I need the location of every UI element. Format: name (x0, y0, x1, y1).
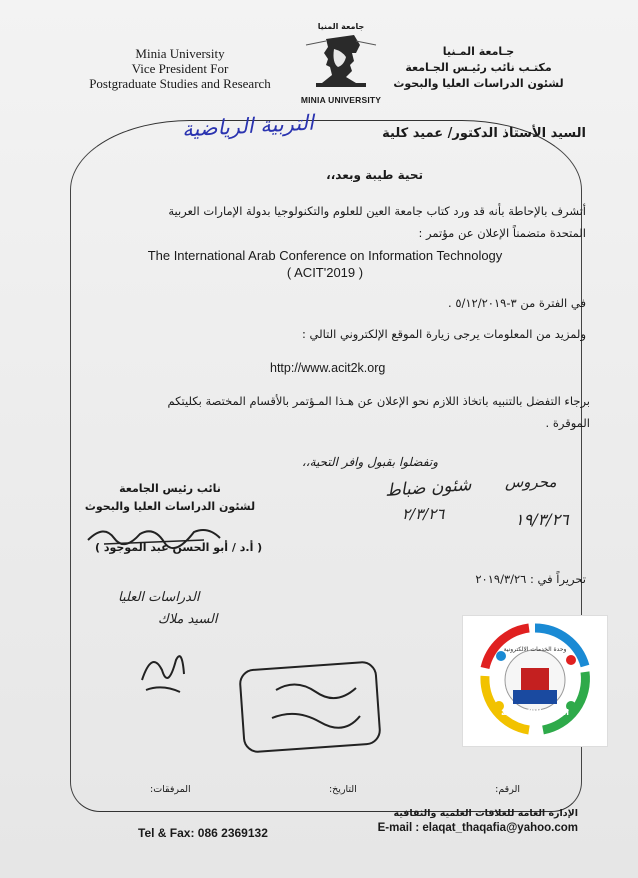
initials-scribble-icon (132, 640, 192, 700)
signature-title (70, 480, 270, 516)
dated-line: تحريراً في : ٢٠١٩/٣/٢٦ (475, 572, 586, 586)
handwritten-note-3: محروس (505, 473, 557, 491)
badge-text-top: وحدة الخدمات الالكترونية (503, 646, 567, 653)
e-services-logo-icon (463, 616, 607, 746)
conference-title: The International Arab Conference on Information Technology (147, 248, 503, 263)
incoming-stamp-icon (236, 660, 386, 755)
body-paragraph-1: أتشرف بالإحاطة بأنه قد ورد كتاب جامعة العين للعلوم والتكنولوجيا بدولة الإمارات العربية المتحدة متضمناً الإعلان عن مؤتمر : (168, 204, 586, 240)
conference-block (120, 247, 530, 281)
handwritten-note-5: الدراسات العليا (118, 590, 200, 605)
en-head-line-1: Minia University (135, 46, 225, 61)
logo-caption: MINIA UNIVERSITY (300, 95, 382, 105)
conference-period: في الفترة من ٣-٥/١٢/٢٠١٩ . (448, 296, 586, 310)
footer-department: الإدارة العامة للعلاقات العلمية والثقافية (393, 808, 578, 819)
signature-title-line-2: لشئون الدراسات العليا والبحوث (84, 500, 256, 513)
recipient-handwritten: التربية الرياضية (181, 110, 315, 142)
ar-head-line-3: لشئون الدراسات العليا والبحوث (393, 77, 564, 90)
conference-code: ( ACIT'2019 ) (286, 265, 364, 280)
footer-date-label: التاريخ: (328, 784, 357, 795)
footer-attach-label: المرفقات: (150, 784, 191, 795)
badge-text-bottom: البوابة الالكترونية (500, 708, 570, 717)
handwritten-note-6: السيد ملاك (158, 612, 218, 627)
more-info-line: ولمزيد من المعلومات يرجى زيارة الموقع الإلكتروني التالي : (302, 327, 586, 341)
handwritten-note-2: ٢/٣/٢٦ (402, 505, 445, 523)
footer-fields (150, 784, 520, 795)
en-head-line-3: Postgraduate Studies and Research (89, 76, 271, 91)
e-portal-badge (462, 615, 608, 747)
ar-head-line-2: مكتـب نائب رئيـس الجـامعة (405, 61, 552, 74)
conference-url: http://www.acit2k.org (270, 361, 386, 375)
recipient-line: السيد الأستاذ الدكتور/ عميد كلية (382, 126, 586, 141)
closing-line: وتفضلوا بقبول وافر التحية،، (301, 455, 438, 469)
ar-head-line-1: جـامعة المـنيا (442, 45, 515, 58)
handwritten-note-4: ١٩/٣/٢٦ (515, 510, 569, 529)
handwritten-note-1: شئون ضباط (384, 475, 473, 501)
greeting: تحية طيبة وبعد،، (326, 168, 423, 182)
en-head-line-2: Vice President For (131, 61, 229, 76)
footer-email: E-mail : elaqat_thaqafia@yahoo.com (377, 822, 578, 834)
arabic-letterhead (371, 44, 586, 92)
body-paragraph-2: برجاء التفضل بالتنبيه باتخاذ اللازم نحو الإعلان عن هـذا المـؤتمر بالأقسام المختصة بكليتكم الموقرة . (167, 394, 590, 430)
footer-ref-label: الرقم: (495, 784, 520, 795)
logo-caption-ar: جامعة المنيا (317, 22, 365, 31)
english-letterhead (70, 46, 290, 91)
signatory-name: ( أ.د / أبو الحسن عبد الموجود ) (95, 541, 263, 554)
signature-title-line-1: نائب رئيس الجامعة (119, 482, 221, 495)
footer-tel-fax: Tel & Fax: 086 2369132 (138, 826, 268, 840)
